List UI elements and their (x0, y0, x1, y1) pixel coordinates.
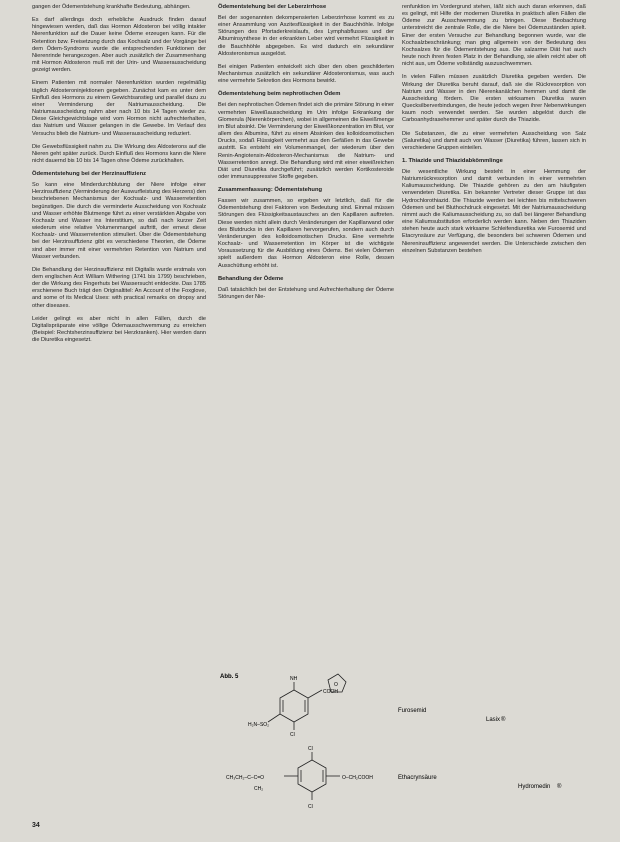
page-number: 34 (32, 822, 40, 829)
figure-label: Abb. 5 (220, 674, 239, 680)
paragraph: Die Gewebsflüssigkeit nahm zu. Die Wirkung des Aldosterons auf die Nieren geht später zurück. Durch Einfluß des Hormons kann die Niere nicht dauernd bis 10 bis 14 Tagen ohne Ödeme zurückhalten. (32, 143, 206, 164)
registered-mark: ® (557, 784, 562, 790)
section-heading: Zusammenfassung: Ödementstehung (218, 187, 323, 194)
paragraph: renfunktion im Vordergrund stehen, läßt sich auch daran erkennen, daß es gelingt, mit Hilfe der modernen Diuretika in praktisch allen Fällen die Ödeme zur Ausschwemmung zu bringen. Diese Beobachtung unterstreicht die zentrale Rolle, die die Niere bei Ödemzuständen spielt. Einer der ersten Versuche zur Behandlung begonnen wurde, war die Kochsalzbeschränkung; man ging allgemein von der Bedeutung des Kochsalzes für die Ödementstehung aus. Die salzarme Diät hat auch heute noch ihren festen Platz in der Behandlung, sie allein reicht aber oft nicht aus, um Ödeme vollständig auszuschwemmen. (402, 4, 586, 68)
ethacrynsaeure-structure (284, 752, 340, 800)
structure-text: CH₃CH₂–C–C=O (226, 775, 265, 781)
paragraph: Die Behandlung der Herzinsuffizienz mit Digitalis wurde erstmals von dem englischen Arzt William Withering (1741 bis 1799) beschrieben, der die Wirkung des Fingerhuts bei Wassersucht entdeckte. Das 1785 erschienene Buch trägt den Originaltitel: An Account of the Foxglove, and some of its Medical Uses: with practical remarks on dropsy and other diseases. (32, 266, 206, 309)
column-1 (32, 4, 206, 350)
section-heading: 1. Thiazide und Thiazidabkömmlinge (402, 157, 503, 164)
brand-name-hydromedin: Hydromedin (518, 784, 551, 790)
structure-text: Cl (308, 804, 313, 810)
structure-text: H₂N–SO₂ (248, 722, 270, 728)
structure-text: Cl (308, 746, 313, 752)
paragraph: Leider gelingt es aber nicht in allen Fällen, durch die Digitalispräparate eine völlige Ödemausschwemmung zu erreichen (Beispiel: Rechtsherzinsuffizienz bei Herzkranken). Hier werden dann die Diuretika eingesetzt. (32, 315, 206, 344)
column-2 (218, 4, 394, 307)
paragraph: Die Substanzen, die zu einer vermehrten Ausscheidung von Salz (Saluretika) und damit auch von Wasser (Diuretika) führen, lassen sich in verschiedene Gruppen einteilen. (402, 130, 586, 151)
registered-mark: ® (501, 717, 506, 723)
structure-text: O (334, 682, 338, 688)
paragraph: So kann eine Minderdurchblutung der Niere infolge einer Herzinsuffizienz (Verminderung der Auswurfleistung des Herzens) den beschriebenen Mechanismus der Kochsalz- und Wasserretention begünstigen. Die durch die verminderte Ausscheidung von Kochsalz und Wasser erhöhte Blutmenge führt zu einer verstärkten Abgabe von Kochsalz und Wasser ins Interstitium, so daß nach kurzer Zeit wiederum eine relative Volumenmangel auftritt, der erneut diese Kochsalz- und Wasserretention stimuliert. Über die Ödementstehung bei der Herzinsuffizienz gibt es verschiedene Theorien, die Ödeme sind aber immer mit einer vermehrten Retention von Natrium und Wasser verbunden. (32, 182, 206, 260)
compound-name-ethacrynsaeure: Ethacrynsäure (398, 775, 437, 781)
paragraph: In vielen Fällen müssen zusätzlich Diuretika gegeben werden. Die Wirkung der Diuretika beruht darauf, daß sie die Rückresorption von Natrium und Wasser in den Nierenkanälchen hemmen und damit die Ausscheidung fördern. Die ersten wirksamen Diuretika waren Quecksilberverbindungen, die heute jedoch wegen ihrer Nebenwirkungen kaum noch verwendet werden. Sie wurden abgelöst durch die Carboanhydrasehemmer und später durch die Thiazide. (402, 74, 586, 124)
paragraph: gangen der Ödementstehung krankhafte Bedeutung, abhängen. (32, 4, 191, 10)
structure-text: COOH (323, 689, 338, 695)
section-heading: Ödementstehung beim nephrotischen Ödem (218, 91, 341, 98)
paragraph: Es darf allerdings doch erhebliche Ausdruck finden darauf hingewiesen werden, daß das Hormon Aldosteron bei völlig intakter Nierenfunktion auf die Dauer keine Ödeme erzeugen kann. Für die Retention bzw. Freisetzung durch das Kochsalz und der Vorgänge bei dem Ödem-Syndroms wurde die entsprechenden Funktionen der Nierenrinde herangezogen. Aber auch zusätzlich der Zusammenhang mit Hormon Aldosteron muß mit der Urin- und Wasserausscheidung gezeigt werden. (32, 17, 206, 74)
section-heading: Ödementstehung bei der Herzinsuffizienz (32, 171, 147, 178)
paragraph: Bei der sogenannten dekompensierten Leberzirrhose kommt es zu einer Ansammlung von Aszitesflüssigkeit in der Bauchhöhle. Infolge Störungen des Pfortaderkreislaufs, des Lymphabflusses und der Albuminsynthese in der erkrankten Leber wird vermehrt Flüssigkeit in die Bauchhöhle abgegeben. Es wird dadurch ein sekundärer Aldosteronismus ausgelöst. (218, 15, 394, 57)
paragraph: Die wesentliche Wirkung besteht in einer Hemmung der Natriumrückresorption und damit verbunden in einer vermehrten Kaliumausscheidung. Die Thiazide gehören zu den am häufigsten verwendeten Diuretika. Ein bekannter Vertreter dieser Gruppe ist das Hydrochlorothiazid. Die Thiazide werden bei leichten bis mittelschweren Ödemen und bei Bluthochdruck eingesetzt. Mit der Natriumausscheidung nimmt auch die Kaliumausscheidung zu, so daß bei längerer Behandlung eine Kaliumsubstitution erforderlich werden kann. Neben den Thiaziden stehen heute auch stark wirksame Schleifendiuretika wie Furosemid und Etacrynsäure zur Verfügung, die besonders bei schweren Ödemen und Niereninsuffizienz angewendet werden. Die Unterschiede zwischen den einzelnen Substanzen bestehen (402, 168, 586, 254)
column-3 (402, 4, 586, 261)
structure-text: NH (290, 676, 298, 682)
paragraph: Bei den nephrotischen Ödemen findet sich die primäre Störung in einer vermehrten Eiweißausscheidung im Urin infolge Erkrankung der Glomerula (Nierenkörperchen), wobei in allgemeinen die Eiweißmenge im Blut absinkt. Die Verminderung der Eiweißkonzentration im Blut, vor allem des Albumins, führt zu einem Absinken des kolloidosmotischen Drucks, sodaß Flüssigkeit vermehrt aus den Gefäßen in das Gewebe austritt. Es entsteht ein Volumenmangel, der wiederum über den Renin-Angiotensin-Aldosteron-Mechanismus die Natrium- und Wasserretention anregt. Die Behandlung wird mit einer eiweißreichen Diät und Diuretika durchgeführt; zusätzlich werden Kortikosteroide oder immunsuppressive Stoffe gegeben. (218, 102, 394, 180)
brand-name-lasix: Lasix (486, 717, 501, 723)
structure-text: O–CH₂COOH (342, 775, 373, 781)
paragraph: Daß tatsächlich bei der Entstehung und Aufrechterhaltung der Ödeme Störungen der Nie- (218, 286, 394, 300)
paragraph: Einem Patienten mit normaler Nierenfunktion wurden regelmäßig täglich Aldosteroninjektionen gegeben. Zunächst kam es unter dem Einfluß des Hormons zu einem Gewichtsanstieg und parallel dazu zu einer Verminderung der Natriumausscheidung. Die Natriumausscheidung nahm aber nach 10 bis 14 Tagen wieder zu. Diese Gleichgewichtslage wird vom Hormon nicht aufrechterhalten, das Natrium und Wasser gelangen in die Gewebe. Im Verlauf des Versuchs blieb die Natrium- und Wasserausscheidung reduziert. (32, 80, 206, 137)
structure-text: Cl (290, 732, 295, 738)
structure-text: CH₂ (254, 786, 264, 792)
compound-name-furosemid: Furosemid (398, 708, 427, 714)
section-heading: Behandlung der Ödeme (218, 275, 284, 282)
section-heading: Ödementstehung bei der Leberzirrhose (218, 4, 327, 10)
paragraph: Bei einigen Patienten entwickelt sich über den oben geschilderten Mechanismus zusätzlich ein sekundärer Aldosteronismus, was auch eine vermehrte Sekretion des Hormons bewirkt. (218, 63, 394, 85)
structures-diagram (218, 668, 586, 818)
paragraph: Fassen wir zusammen, so ergeben wir letztlich, daß für die Ödementstehung drei Faktoren von Bedeutung sind. Einmal müssen Störungen des Flüssigkeitsaustausches an den Kapillaren auftreten. Diese werden nicht allein durch Veränderungen der Kapillarwand oder des Blutdrucks in den Kapillaren hervorgerufen, sondern auch durch Veränderungen des kolloidosmotischen Drucks. Eine vermehrte Kochsalz- und Wasserretention im Körper ist die wichtigste Voraussetzung für die Ausbildung eines Ödems. Bei vielen Ödemen spielt außerdem das Hormon Aldosteron eine Rolle, dessen Ausschüttung erhöht ist. (218, 198, 394, 269)
figure-chemical-structures (218, 668, 586, 818)
